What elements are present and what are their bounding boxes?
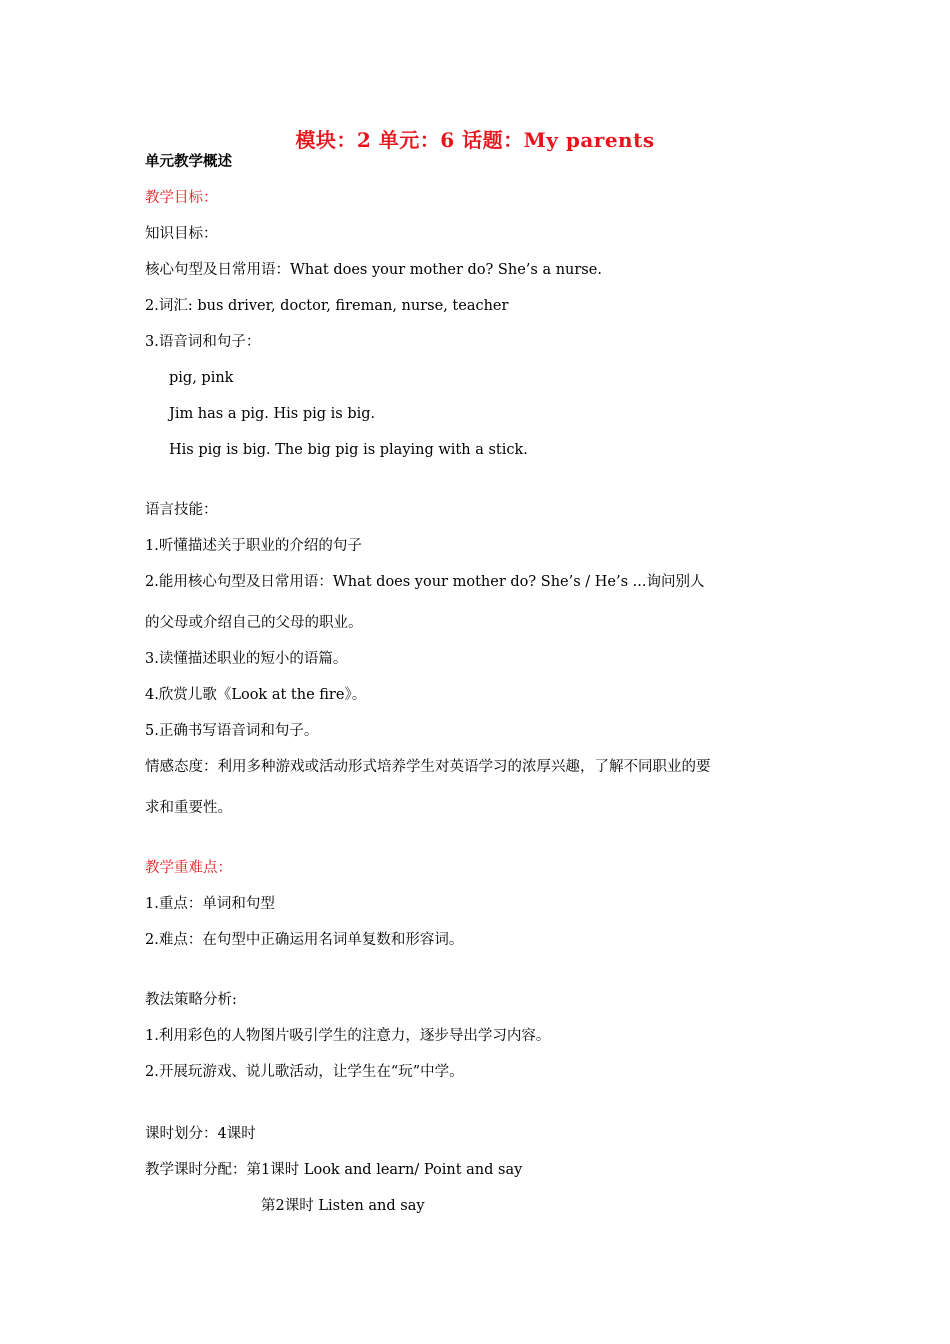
page-title: 模块：2 单元：6 话题：My parents bbox=[295, 128, 655, 152]
strategy-item: 1.利用彩色的人物图片吸引学生的注意力，逐步导出学习内容。 bbox=[145, 1028, 551, 1044]
key-points-heading: 教学重难点： bbox=[145, 860, 232, 876]
skills-item: 3.读懂描述职业的短小的语篇。 bbox=[145, 651, 348, 667]
knowledge-item: 3.语音词和句子： bbox=[145, 334, 261, 350]
allocation-line: 第2课时 Listen and say bbox=[261, 1198, 425, 1214]
phonics-line: Jim has a pig. His pig is big. bbox=[169, 406, 376, 422]
allocation-line: 教学课时分配：第1课时 Look and learn/ Point and say bbox=[145, 1162, 523, 1178]
skills-item: 2.能用核心句型及日常用语：What does your mother do? She’s / He’s ...询问别人 bbox=[145, 574, 705, 590]
objectives-heading: 教学目标： bbox=[145, 190, 218, 206]
skills-item: 的父母或介绍自己的父母的职业。 bbox=[145, 615, 363, 631]
skills-heading: 语言技能： bbox=[145, 502, 218, 518]
strategy-heading: 教法策略分析: bbox=[145, 992, 237, 1008]
attitude-line: 情感态度：利用多种游戏或活动形式培养学生对英语学习的浓厚兴趣，了解不同职业的要 bbox=[145, 759, 711, 775]
periods-line: 课时划分：4课时 bbox=[145, 1126, 256, 1142]
skills-item: 1.听懂描述关于职业的介绍的句子 bbox=[145, 538, 362, 554]
key-point-item: 1.重点：单词和句型 bbox=[145, 896, 275, 912]
skills-item: 4.欣赏儿歌《Look at the fire》。 bbox=[145, 687, 367, 703]
knowledge-item: 核心句型及日常用语：What does your mother do? She’s a nurse. bbox=[145, 262, 602, 278]
knowledge-heading: 知识目标： bbox=[145, 226, 218, 242]
strategy-item: 2.开展玩游戏、说儿歌活动，让学生在“玩”中学。 bbox=[145, 1064, 464, 1080]
phonics-line: His pig is big. The big pig is playing with a stick. bbox=[169, 442, 528, 458]
attitude-line: 求和重要性。 bbox=[145, 800, 232, 816]
knowledge-item: 2.词汇: bus driver, doctor, fireman, nurse, teacher bbox=[145, 298, 509, 314]
phonics-line: pig, pink bbox=[169, 370, 234, 386]
overview-heading: 单元教学概述 bbox=[145, 153, 232, 170]
key-point-item: 2.难点：在句型中正确运用名词单复数和形容词。 bbox=[145, 932, 464, 948]
skills-item: 5.正确书写语音词和句子。 bbox=[145, 723, 319, 739]
